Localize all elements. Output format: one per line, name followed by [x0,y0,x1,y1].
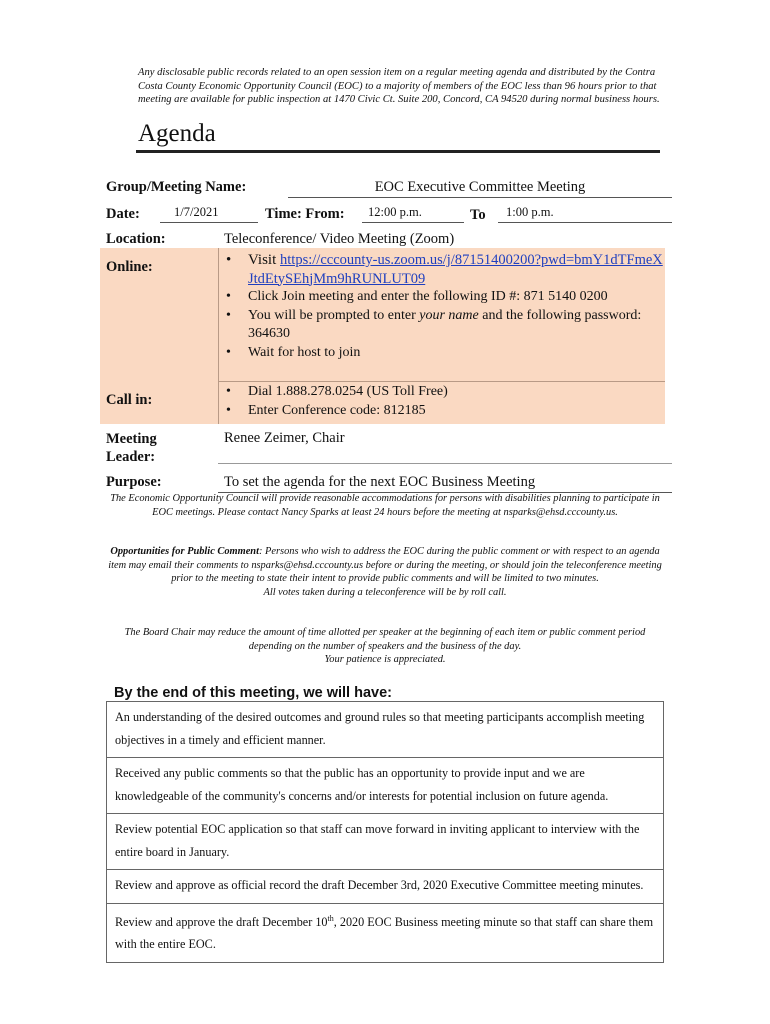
call-in-label: Call in: [106,392,153,408]
outcomes-table [106,701,664,963]
online-instructions [218,251,663,362]
prompt-text-c: and the following password: 364630 [248,307,642,341]
time-from-value: 12:00 p.m. [362,205,464,223]
dial-item: • Dial 1.888.278.0254 (US Toll Free) [218,383,663,402]
leader-underline [218,463,672,464]
roll-call-note: All votes taken during a teleconference will be by roll call. [263,586,507,598]
outcome-row: Review and approve as official record the draft December 3rd, 2020 Executive Committee meeting minutes. [107,869,663,903]
panel-divider [218,381,665,382]
conference-code-item: • Enter Conference code: 812185 [218,402,663,421]
accommodation-notice: The Economic Opportunity Council will provide reasonable accommodations for persons with disabilities planning to participate in EOC meetings. Please contact Nancy Sparks at least 24 hours before the meeting at nsparks@ehsd.cccounty.us. [110,493,660,518]
outcome-row: Received any public comments so that the public has an opportunity to provide input and we are knowledgeable of the community's concerns and/or interests for potential inclusion on future agenda. [107,757,663,813]
location-label: Location: [106,231,166,247]
date-label: Date: [106,206,140,222]
meeting-leader-value: Renee Zeimer, Chair [224,430,345,446]
visit-item [218,251,663,288]
time-to-label: To [470,207,486,223]
location-value: Teleconference/ Video Meeting (Zoom) [224,231,455,247]
outcome-row: An understanding of the desired outcomes and ground rules so that meeting participants accomplish meeting objectives in a timely and efficient manner. [115,710,645,747]
prompt-text-a: You will be prompted to enter [248,307,420,323]
public-comment-text: : Persons who wish to address the EOC during the public comment or with respect to an agenda item may email their comments to nsparks@ehsd.cccounty.us before or during the meeting, or should join the teleconference meeting prior to the meeting to state their intent to provide public comments and will be limited to two minutes. [108,546,662,584]
outcomes-heading: By the end of this meeting, we will have: [114,685,392,701]
public-comment-heading: Opportunities for Public Comment [110,546,259,557]
title-divider [136,150,660,153]
group-meeting-value: EOC Executive Committee Meeting [288,179,672,198]
board-chair-text: The Board Chair may reduce the amount of time allotted per speaker at the beginning of each item or public comment period depending on the number of speakers and the business of the day. [124,627,646,652]
prompt-item [218,307,663,344]
outcome-row: Review potential EOC application so that staff can move forward in inviting applicant to interview with the entire board in January. [107,813,663,869]
public-records-notice: Any disclosable public records related to an open session item on a regular meeting agenda and distributed by the Contra Costa County Economic Opportunity Council (EOC) to a majority of members of the EOC less than 96 hours prior to that meeting are available for public inspection at 1470 Civic Ct. Suite 200, Concord, CA 94520 during normal business hours. [138,67,660,106]
online-label: Online: [106,259,153,275]
time-from-label: Time: From: [265,206,345,222]
page-title: Agenda [138,120,216,147]
outcome-last-sup: th [327,913,334,923]
purpose-label: Purpose: [106,474,162,490]
time-to-value: 1:00 p.m. [498,205,672,223]
public-comment-notice [108,545,662,599]
outcome-last-a: Review and approve the draft December 10 [115,914,328,929]
join-item: • Click Join meeting and enter the following ID #: 871 5140 0200 [218,288,663,307]
call-in-instructions [218,383,663,420]
outcome-last-b: , 2020 EOC Business meeting minute so that staff can share them with the entire EOC. [115,914,654,952]
patience-note: Your patience is appreciated. [324,654,446,665]
purpose-value: To set the agenda for the next EOC Business Meeting [218,474,672,493]
visit-prefix: Visit [248,252,281,268]
meeting-leader-label: Meeting Leader: [106,431,157,465]
date-value: 1/7/2021 [160,205,258,223]
outcome-row [107,903,663,962]
wait-item: • Wait for host to join [218,344,663,363]
group-meeting-label: Group/Meeting Name: [106,179,247,195]
prompt-text-name: your name [419,307,479,323]
zoom-meeting-link[interactable]: https://cccounty-us.zoom.us/j/87151400200?pwd=bmY1dTFmeXJtdEtySEhjMm9hRUNLUT09 [248,252,663,287]
board-chair-notice [108,626,662,667]
